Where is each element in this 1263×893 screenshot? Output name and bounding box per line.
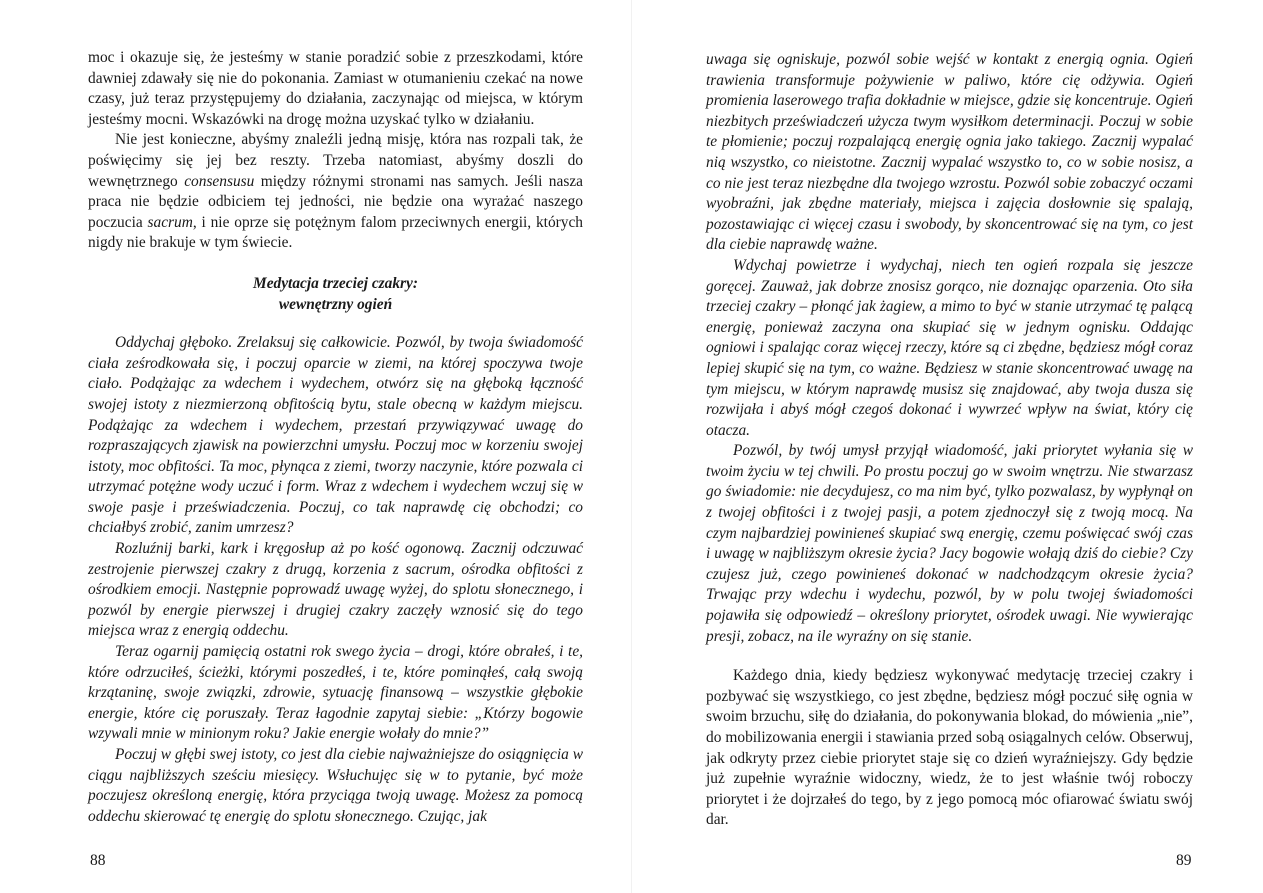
italic-term: sacrum xyxy=(147,213,193,231)
page-number: 88 xyxy=(90,852,106,869)
text-run: , i nie oprze się potężnym falom przeciwnych energii, których nigdy nie brakuje w tym świecie. xyxy=(88,213,583,252)
text-run: między różnymi stronami nas samych. Jeśli nasza praca nie będzie odbiciem tej jedności, nie będzie ona wyrażać naszego poczucia xyxy=(88,172,583,231)
meditation-paragraph: Wdychaj powietrze i wydychaj, niech ten ogień rozpala się jeszcze goręcej. Zauważ, jak dobrze znosisz gorąco, nie doznając oparzenia. Oto siła trzeciej czakry – płonąć jak żagiew, a mimo to być w stanie utrzymać tę palącą energię, ponieważ zaczyna ona skupiać się w jednym ognisku. Oddając ogniowi i spalając coraz więcej rzeczy, które są ci zbędne, będziesz mógł coraz lepiej skupić się na tym, co ważne. Będziesz w stanie skoncentrować uwagę na tym miejscu, w którym naprawdę musisz się znajdować, aby twoja dusza się rozwijała i abyś mógł czegoś dokonać i wywrzeć wpływ na świat, który cię otacza. xyxy=(706,256,1193,439)
heading-line: wewnętrzny ogień xyxy=(278,295,393,313)
meditation-paragraph: uwaga się ogniskuje, pozwól sobie wejść w kontakt z energią ognia. Ogień trawienia transformuje pożywienie w paliwo, które cię odżywia. Ogień promienia laserowego trafia dokładnie w miejsce, gdzie się koncentruje. Ogień niezbitych przeświadczeń użycza twym wysiłkom determinacji. Poczuj w sobie te płomienie; poczuj rozpalającą energię ognia jako takiego. Zacznij wypalać nią wszystko, co nieistotne. Zacznij wypalać wszystko to, co w sobie nosisz, a co nie jest teraz niezbędne dla twojego wzrostu. Pozwól sobie zobaczyć oczami wyobraźni, jak zbędne materiały, miejsca i zajęcia dosłownie się spalają, pozostawiając ci więcej czasu i swobody, by skoncentrować się na tym, co jest dla ciebie naprawdę ważne. xyxy=(706,51,1193,254)
paragraph xyxy=(88,130,583,254)
heading-line: Medytacja trzeciej czakry: xyxy=(253,274,418,292)
page-number: 89 xyxy=(1176,852,1192,869)
right-text-column xyxy=(706,50,1193,831)
paragraph: moc i okazuje się, że jesteśmy w stanie poradzić sobie z przeszkodami, które dawniej zdawały się nie do pokonania. Zamiast w otumanieniu czekać na nowe czasy, już teraz przystępujemy do działania, zaczynając od miejsca, w którym jesteśmy mocni. Wskazówki na drogę można uzyskać tylko w działaniu. xyxy=(88,49,583,128)
paragraph: Każdego dnia, kiedy będziesz wykonywać medytację trzeciej czakry i pozbywać się wszystkiego, co jest zbędne, będziesz mógł poczuć siłę ognia w swoim brzuchu, siłę do działania, do pokonywania blokad, do mówienia „nie”, do mobilizowania energii i stawiania przed sobą osiągalnych celów. Obserwuj, jak odkryty przez ciebie priorytet staje się co dzień wyraźniejszy. Gdy będzie już zupełnie wyraźnie widoczny, wiedz, że to jest właśnie twój roboczy priorytet i że dojrzałeś do tego, by z jego pomocą móc ofiarować światu swój dar. xyxy=(706,667,1193,829)
meditation-paragraph: Pozwól, by twój umysł przyjął wiadomość, jaki priorytet wyłania się w twoim życiu w tej chwili. Po prostu poczuj go w swoim wnętrzu. Nie stwarzasz go świadomie: nie decydujesz, co ma nim być, tylko pozwalasz, by wypłynął on z twojej obfitości i z twojej pasji, a potem zjednoczył się z twoją mocą. Na czym najbardziej powinieneś skupiać swą energię, czemu poświęcać swój czas i uwagę w najbliższym okresie życia? Jacy bogowie wołają dziś do ciebie? Czy czujesz już, czego powinieneś dokonać w nadchodzącym okresie życia? Trwając przy wdechu i wydechu, pozwól, by w polu twojej świadomości pojawiła się odpowiedź – określony priorytet, ośrodek uwagi. Nie wywierając presji, zobacz, na ile wyraźny on się stanie. xyxy=(706,442,1193,645)
meditation-paragraph: Oddychaj głęboko. Zrelaksuj się całkowicie. Pozwól, by twoja świadomość ciała ześrodkowała się, i poczuj oparcie w ziemi, na której spoczywa twoje ciało. Podążając za wdechem i wydechem, otwórz się na głęboką łączność swojej istoty z niezmierzoną obfitością bytu, stale obecną w każdym miejscu. Podążając za wdechem i wydechem, przestań przywiązywać uwagę do rozpraszających zjawisk na powierzchni umysłu. Poczuj moc w korzeniu swojej istoty, moc obfitości. Ta moc, płynąca z ziemi, tworzy naczynie, które pozwala ci utrzymać potężne wody uczuć i form. Wraz z wdechem i wydechem wczuj się w swoje pasje i przeświadczenia. Poczuj, co tak naprawdę cię obchodzi; co chciałbyś zrobić, zanim umrzesz? xyxy=(88,334,583,537)
meditation-paragraph: Poczuj w głębi swej istoty, co jest dla ciebie najważniejsze do osiągnięcia w ciągu najbliższych sześciu miesięcy. Wsłuchujęc się w to pytanie, być może poczujesz określoną energię, która przyciąga twoją uwagę. Możesz za pomocą oddechu skierować tę energię do splotu słonecznego. Czując, jak xyxy=(88,746,583,825)
left-text-column xyxy=(88,48,583,827)
spacer xyxy=(706,647,1193,666)
meditation-paragraph: Rozluźnij barki, kark i kręgosłup aż po kość ogonową. Zacznij odczuwać zestrojenie pierwszej czakry z drugą, korzenia z sacrum, ośrodka obfitości z ośrodkiem emocji. Następnie poprowadź uwagę wyżej, do splotu słonecznego, i pozwól by energie pierwszej i drugiej czakry zaczęły wznosić się do tego miejsca wraz z energią oddechu. xyxy=(88,540,583,640)
section-heading xyxy=(88,274,583,315)
meditation-paragraph: Teraz ogarnij pamięcią ostatni rok swego życia – drogi, które obrałeś, i te, które odrzuciłeś, ścieżki, którymi poszedłeś, i te, które pominąłeś, całą swoją krzątaninę, swoje związki, zdrowie, sytuację finansową – wszystkie głębokie energie, które cię poruszały. Teraz łagodnie zapytaj siebie: „Którzy bogowie wzywali mnie w minionym roku? Jakie energie wołały do mnie?” xyxy=(88,643,583,743)
italic-term: consensusu xyxy=(184,172,255,190)
text-run: Nie jest konieczne, abyśmy znaleźli jedną misję, która nas rozpali tak, że poświęcimy się jej bez reszty. Trzeba natomiast, abyśmy doszli do wewnętrznego xyxy=(88,131,583,190)
